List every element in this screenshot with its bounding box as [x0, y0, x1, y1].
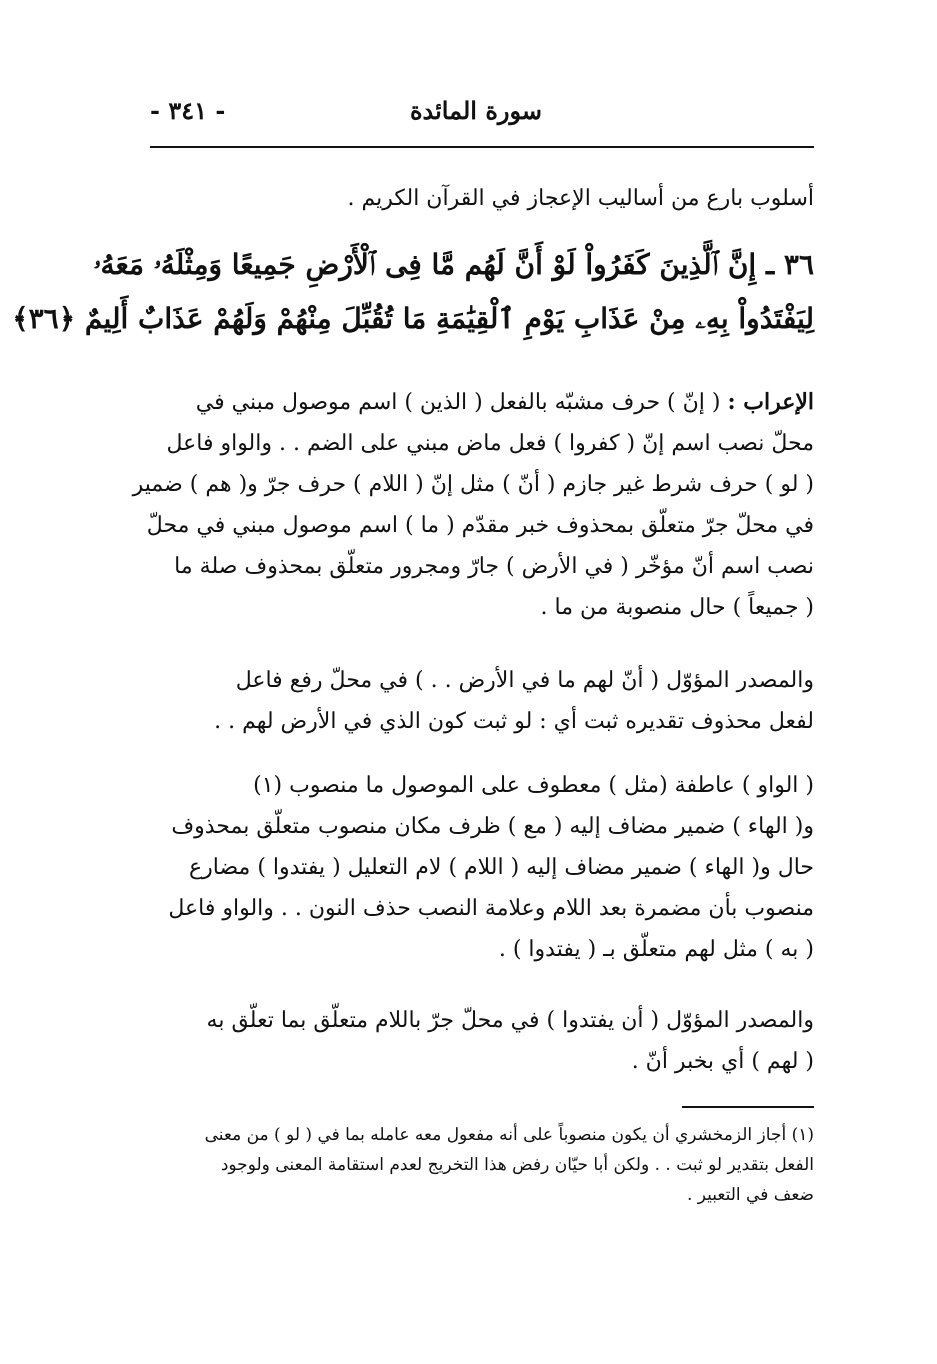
page-header	[140, 92, 812, 132]
grammar-paragraph-4	[130, 1000, 814, 1082]
paragraph-line: منصوب بأن مضمرة بعد اللام وعلامة النصب حذف النون . . والواو فاعل	[168, 896, 814, 921]
paragraph-line: في محلّ جرّ متعلّق بمحذوف خبر مقدّم ( ما ) اسم موصول مبني في محلّ	[146, 513, 814, 538]
paragraph-line: و( الهاء ) ضمير مضاف إليه ( مع ) ظرف مكان منصوب متعلّق بمحذوف	[171, 814, 814, 839]
paragraph-line: لفعل محذوف تقديره ثبت أي : لو ثبت كون الذي في الأرض لهم . .	[214, 709, 814, 734]
paragraph-line	[130, 382, 814, 423]
paragraph-text: ( إنّ ) حرف مشبّه بالفعل ( الذين ) اسم موصول مبني في	[195, 390, 721, 415]
paragraph-line: والمصدر المؤوّل ( أن يفتدوا ) في محلّ جرّ باللام متعلّق بما تعلّق به	[206, 1008, 814, 1033]
irab-heading: الإعراب :	[727, 389, 814, 415]
paragraph-line: ( الواو ) عاطفة (مثل ) معطوف على الموصول ما منصوب (١)	[253, 773, 814, 798]
paragraph-line: محلّ نصب اسم إنّ ( كفروا ) فعل ماض مبني على الضم . . والواو فاعل	[166, 431, 814, 456]
verse-line-2: لِيَفْتَدُواْ بِهِۦ مِنْ عَذَابِ يَوْمِ ٱلْقِيَٰمَةِ مَا تُقُبِّلَ مِنْهُمْ وَلَهُمْ عَذَابٌ أَلِيمٌ ﴿٣٦﴾	[12, 302, 814, 335]
header-divider	[150, 146, 814, 148]
paragraph-line: ( لو ) حرف شرط غير جازم ( أنّ ) مثل إنّ ( اللام ) حرف جرّ و( هم ) ضمير	[132, 472, 814, 497]
grammar-paragraph-3	[130, 765, 814, 970]
footnote-line: ضعف في التعبير .	[686, 1185, 814, 1205]
footnote-line: (١) أجاز الزمخشري أن يكون منصوباً على أنه مفعول معه عامله بما في ( لو ) من معنى	[204, 1125, 814, 1145]
grammar-paragraph-2	[130, 660, 814, 742]
footnote-divider	[682, 1106, 814, 1108]
footnote	[150, 1120, 814, 1210]
paragraph-line: والمصدر المؤوّل ( أنّ لهم ما في الأرض . . ) في محلّ رفع فاعل	[235, 668, 814, 693]
quran-verse	[12, 238, 814, 346]
surah-title: سورة المائدة	[409, 96, 542, 125]
intro-paragraph: أسلوب بارع من أساليب الإعجاز في القرآن الكريم .	[347, 186, 814, 211]
verse-line-1: ٣٦ ـ إِنَّ ٱلَّذِينَ كَفَرُواْ لَوْ أَنَّ لَهُم مَّا فِى ٱلْأَرْضِ جَمِيعًا وَمِثْلَهُۥ مَعَهُۥ	[93, 248, 814, 281]
footnote-line: الفعل بتقدير لو ثبت . . ولكن أبا حيّان رفض هذا التخريج لعدم استقامة المعنى ولوجود	[220, 1155, 814, 1175]
paragraph-line: حال و( الهاء ) ضمير مضاف إليه ( اللام ) لام التعليل ( يفتدوا ) مضارع	[189, 855, 814, 880]
paragraph-line: نصب اسم أنّ مؤخّر ( في الأرض ) جارّ ومجرور متعلّق بمحذوف صلة ما	[174, 554, 814, 579]
paragraph-line: ( به ) مثل لهم متعلّق بـ ( يفتدوا ) .	[498, 937, 814, 962]
paragraph-line: ( لهم ) أي بخبر أنّ .	[631, 1049, 814, 1074]
page-number: - ٣٤١ -	[150, 96, 226, 125]
paragraph-line: ( جميعاً ) حال منصوبة من ما .	[540, 595, 814, 620]
grammar-paragraph-1	[130, 382, 814, 628]
